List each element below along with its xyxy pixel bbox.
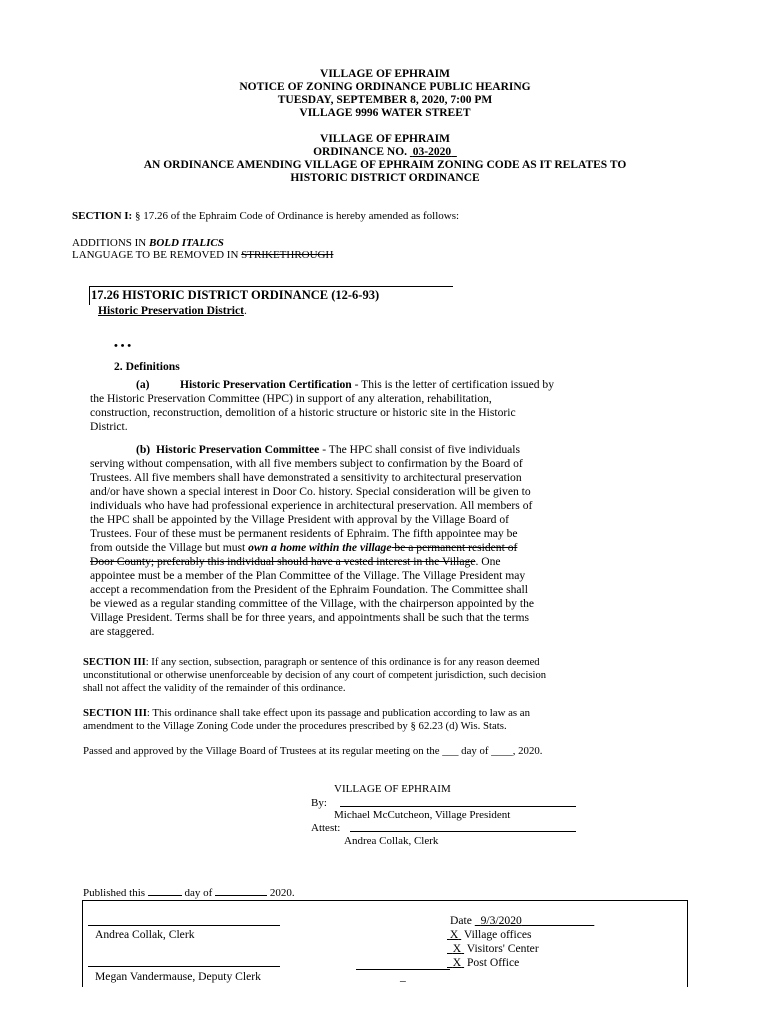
definition-b: (b) Historic Preservation Committee - The HPC shall consist of five individuals serving without compensation, with all five members subject to confirmation by the Board of Trustees. All five members shall have demonstrated a sensitivity to architectural preservation and/or have shown a special interest in Door Co. history. Special consideration will be given to individuals who have had professional experience in architectural preservation. All members of the HPC shall be appointed by the Village President with approval by the Village Board of Trustees. Four of these must be permanent residents of Ephraim. The fifth appointee may be from outside the Village but must own a home within the village be a permanent resident of Door County; preferably this individual should have a vested interest in the Village. One appointee must be a member of the Plan Committee of the Village. The Village President may accept a recommendation from the President of the Ephraim Foundation. The Committee shall be viewed as a regular standing committee of the Village, with the chairperson appointed by the Village President. Terms shall be for three years, and appointments shall be such that the terms are staggered. <box>90 443 535 638</box>
legend-removed-style: STRIKETHROUGH <box>241 249 334 261</box>
signature-clerk: Andrea Collak, Clerk <box>344 835 439 847</box>
definition-a-label: (a) <box>136 378 150 391</box>
removed-text-1: be a permanent resident of <box>391 541 518 554</box>
legend-additions: ADDITIONS IN BOLD ITALICS <box>72 237 224 249</box>
ordinance-no-label: ORDINANCE NO. <box>313 146 408 158</box>
definition-a-term: Historic Preservation Certification <box>180 378 352 391</box>
deputy-signature-line <box>88 966 280 967</box>
posting-clerk: Andrea Collak, Clerk <box>95 928 195 941</box>
section-3a: SECTION III: If any section, subsection, paragraph or sentence of this ordinance is for any reason deemed unconstitutional or otherwise unenforceable by decision of any court of competent jurisdiction, such decision shall not affect the validity of the remainder of this ordinance. <box>83 657 547 695</box>
ordinance-no: 03-2020 <box>412 146 452 158</box>
removed-text-2: Door County; preferably this individual should have a vested interest in the Village <box>90 555 476 568</box>
published-day-blank <box>148 886 182 896</box>
definition-b-label: (b) <box>136 443 151 456</box>
definition-a: (a) Historic Preservation Certification - This is the letter of certification issued by the Historic Preservation Committee (HPC) in support of any alteration, rehabilitation, construction, reconstruction, demolition of a historic structure or historic site in the Historic District. <box>90 378 555 433</box>
definitions-heading: 2. Definitions <box>114 360 180 373</box>
ellipsis: • • • <box>114 340 132 352</box>
posting-date: Date 9/3/2020 <box>450 914 522 927</box>
signature-attest-line <box>350 831 576 832</box>
addition-text: own a home within the village <box>248 541 392 554</box>
posting-location-1: X Village offices <box>449 928 532 941</box>
chapter-heading: 17.26 HISTORIC DISTRICT ORDINANCE (12-6-93) <box>91 288 380 302</box>
section-1-text: § 17.26 of the Ephraim Code of Ordinance is hereby amended as follows: <box>134 210 460 222</box>
section-1 <box>72 210 459 223</box>
legend-removed: LANGUAGE TO BE REMOVED IN STRIKETHROUGH <box>72 249 334 261</box>
posting-location-3: X Post Office <box>452 956 520 969</box>
header-line-notice: NOTICE OF ZONING ORDINANCE PUBLIC HEARING <box>239 81 531 93</box>
signature-by-label: By: <box>311 797 327 809</box>
clerk-signature-line <box>88 925 280 926</box>
posting-deputy: Megan Vandermause, Deputy Clerk <box>95 970 261 983</box>
signature-attest-label: Attest: <box>311 822 341 834</box>
ordinance-title-1: AN ORDINANCE AMENDING VILLAGE OF EPHRAIM ZONING CODE AS IT RELATES TO <box>143 159 627 171</box>
header-line-address: VILLAGE 9996 WATER STREET <box>299 107 471 119</box>
ordinance-village: VILLAGE OF EPHRAIM <box>320 133 450 145</box>
published-line: Published this day of 2020. <box>83 887 295 899</box>
definition-b-term: Historic Preservation Committee <box>155 443 320 456</box>
signature-president: Michael McCutcheon, Village President <box>334 809 511 821</box>
passed-statement: Passed and approved by the Village Board of Trustees at its regular meeting on the ___ day of ____, 2020. <box>83 745 543 757</box>
section-1-label: SECTION I: <box>72 210 133 222</box>
posting-date-value: 9/3/2020 <box>480 914 522 927</box>
published-month-blank <box>215 886 267 896</box>
ordinance-title-2: HISTORIC DISTRICT ORDINANCE <box>290 172 480 184</box>
header-line-village: VILLAGE OF EPHRAIM <box>320 68 450 80</box>
ordinance-number-line <box>0 146 770 160</box>
header-line-date: TUESDAY, SEPTEMBER 8, 2020, 7:00 PM <box>277 94 493 106</box>
legend-additions-style: BOLD ITALICS <box>149 237 224 249</box>
signature-village: VILLAGE OF EPHRAIM <box>334 783 451 795</box>
signature-by-line <box>340 806 576 807</box>
section-3b: SECTION III: This ordinance shall take effect upon its passage and publication according to law as an amendment to the Village Zoning Code under the procedures prescribed by § 62.23 (d) Wis. Stats. <box>83 707 530 733</box>
chapter-subheading: Historic Preservation District. <box>98 304 247 317</box>
posting-location-2: X Visitors' Center <box>452 942 539 955</box>
posting-trailing-mark: _ <box>400 970 406 983</box>
